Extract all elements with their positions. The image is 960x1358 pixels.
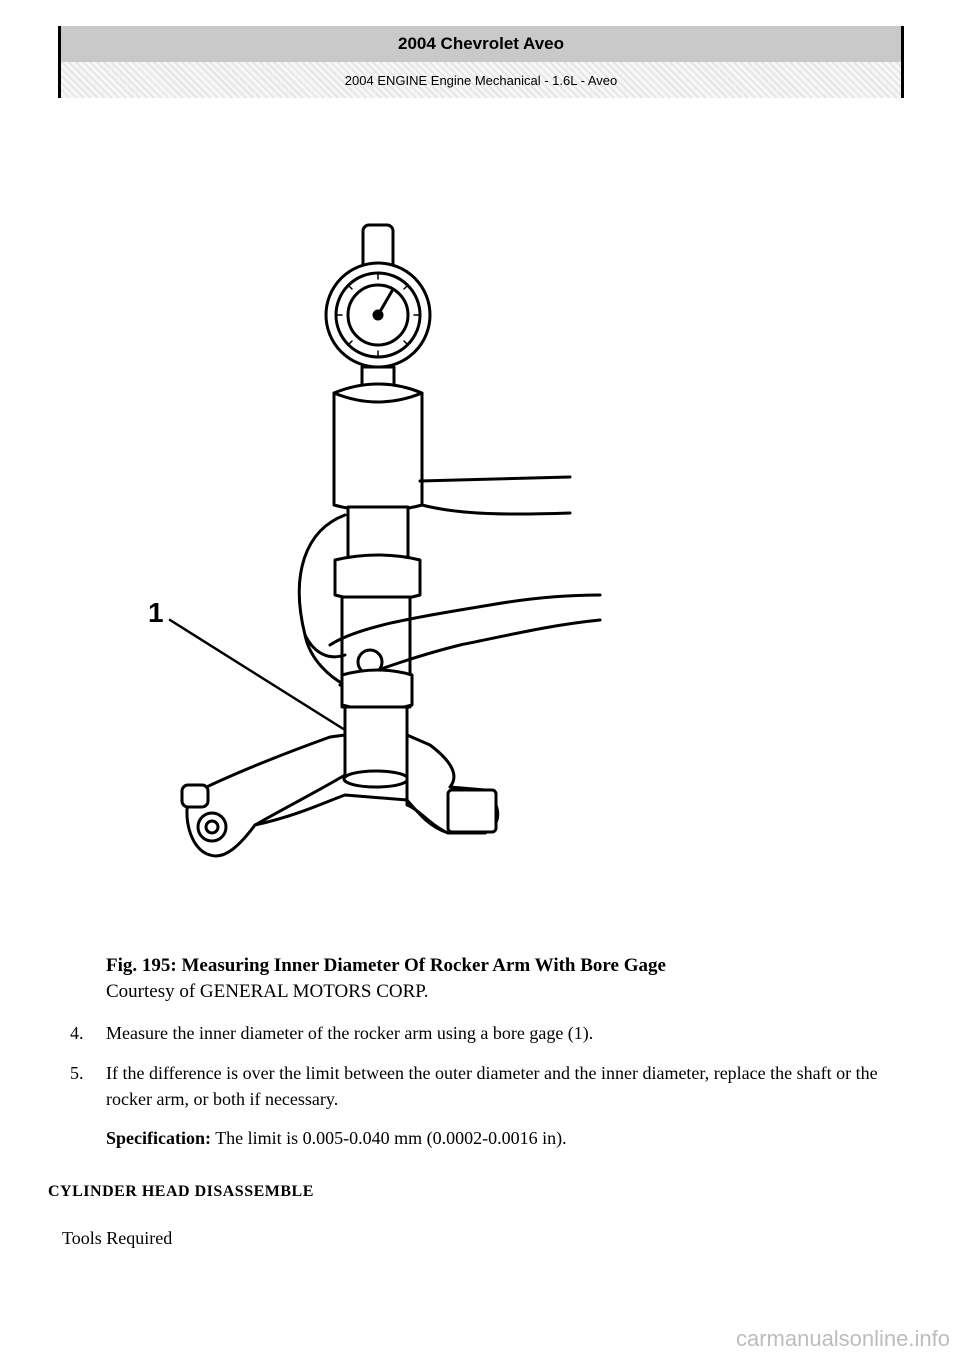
watermark: carmanualsonline.info: [735, 1326, 950, 1351]
tools-required-label: Tools Required: [62, 1228, 173, 1248]
callout-number: 1: [148, 597, 164, 628]
spec-text: The limit is 0.005-0.040 mm (0.0002-0.0016 in).: [215, 1128, 567, 1148]
document-header: [58, 26, 904, 98]
step-item: [70, 1060, 890, 1112]
spec-label: Specification:: [106, 1128, 211, 1148]
header-title: 2004 Chevrolet Aveo: [61, 26, 901, 62]
bore-gage-drawing: [130, 215, 650, 865]
caption-title: Fig. 195: Measuring Inner Diameter Of Rocker Arm With Bore Gage: [106, 955, 666, 976]
caption-courtesy: Courtesy of GENERAL MOTORS CORP.: [106, 981, 429, 1002]
step-text: Measure the inner diameter of the rocker arm using a bore gage (1).: [106, 1023, 594, 1043]
step-number: 4.: [70, 1023, 84, 1043]
step-number: 5.: [70, 1063, 84, 1083]
procedure-steps: [70, 1020, 890, 1126]
specification: [106, 1128, 567, 1149]
section-heading: CYLINDER HEAD DISASSEMBLE: [48, 1183, 314, 1200]
step-text: If the difference is over the limit between the outer diameter and the inner diameter, replace the shaft or the rocker arm, or both if necessary.: [106, 1063, 878, 1109]
bore-gage-illustration: [130, 215, 650, 865]
step-item: [70, 1020, 890, 1046]
figure-caption: [106, 953, 666, 1005]
header-subtitle: 2004 ENGINE Engine Mechanical - 1.6L - Aveo: [61, 62, 901, 98]
